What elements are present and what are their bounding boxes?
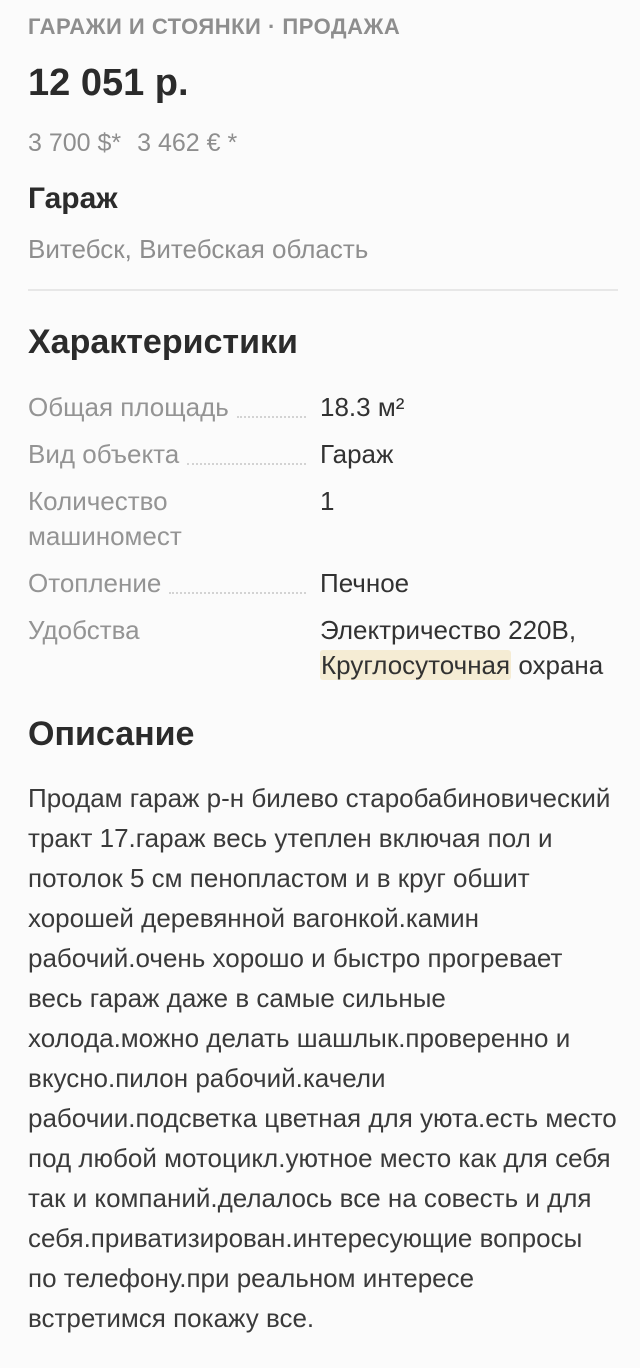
characteristic-row bbox=[28, 613, 618, 683]
leader-spacer bbox=[140, 613, 320, 648]
highlighted-term: Круглосуточная bbox=[321, 650, 511, 680]
characteristics-table bbox=[28, 390, 618, 683]
characteristic-value: Электричество 220В, Круглосуточная охрана bbox=[320, 615, 604, 680]
leader-dots bbox=[237, 416, 306, 418]
price-eur: 3 462 € * bbox=[137, 129, 238, 157]
leader-dots bbox=[187, 463, 306, 465]
leader-spacer bbox=[278, 484, 320, 554]
characteristic-label: Вид объекта bbox=[28, 437, 320, 472]
characteristic-row bbox=[28, 390, 618, 425]
location: Витебск, Витебская область bbox=[28, 234, 369, 264]
characteristic-value: 1 bbox=[320, 486, 335, 516]
characteristics-heading: Характеристики bbox=[28, 323, 298, 361]
characteristic-label: Отопление bbox=[28, 566, 320, 601]
characteristic-value: 18.3 м² bbox=[320, 392, 405, 422]
characteristic-label: Удобства bbox=[28, 613, 320, 648]
characteristic-row bbox=[28, 484, 618, 554]
characteristics-section bbox=[28, 323, 618, 683]
characteristic-value: Гараж bbox=[320, 439, 394, 469]
description-text: Продам гараж р-н билево старобабиновический тракт 17.гараж весь утеплен включая пол и потолок 5 см пенопластом и в круг обшит хорошей деревянной вагонкой.камин рабочий.очень хорошо и быстро прогревает весь гараж даже в самые сильные холода.можно делать шашлык.проверенно и вкусно.пилон рабочий.качели рабочии.подсветка цветная для уюта.есть место под любой мотоцикл.уютное место как для себя так и компаний.делалось все на совесть и для себя.приватизирован.интересующие вопросы по телефону.при реальном интересе встретимся покажу все. bbox=[28, 783, 617, 1333]
characteristic-label: Количество машиномест bbox=[28, 484, 320, 554]
price-usd: 3 700 $* bbox=[28, 129, 122, 157]
price: 12 051 р. bbox=[28, 62, 189, 104]
leader-dots bbox=[169, 592, 306, 594]
characteristic-row bbox=[28, 566, 618, 601]
divider bbox=[28, 289, 618, 291]
category-breadcrumb[interactable]: ГАРАЖИ И СТОЯНКИ · ПРОДАЖА bbox=[28, 14, 401, 39]
characteristic-label: Общая площадь bbox=[28, 390, 320, 425]
characteristic-value: Печное bbox=[320, 568, 410, 598]
characteristic-row bbox=[28, 437, 618, 472]
description-section bbox=[28, 715, 618, 1338]
currency-conversion bbox=[28, 129, 618, 158]
ad-title: Гараж bbox=[28, 182, 118, 215]
description-heading: Описание bbox=[28, 715, 195, 753]
